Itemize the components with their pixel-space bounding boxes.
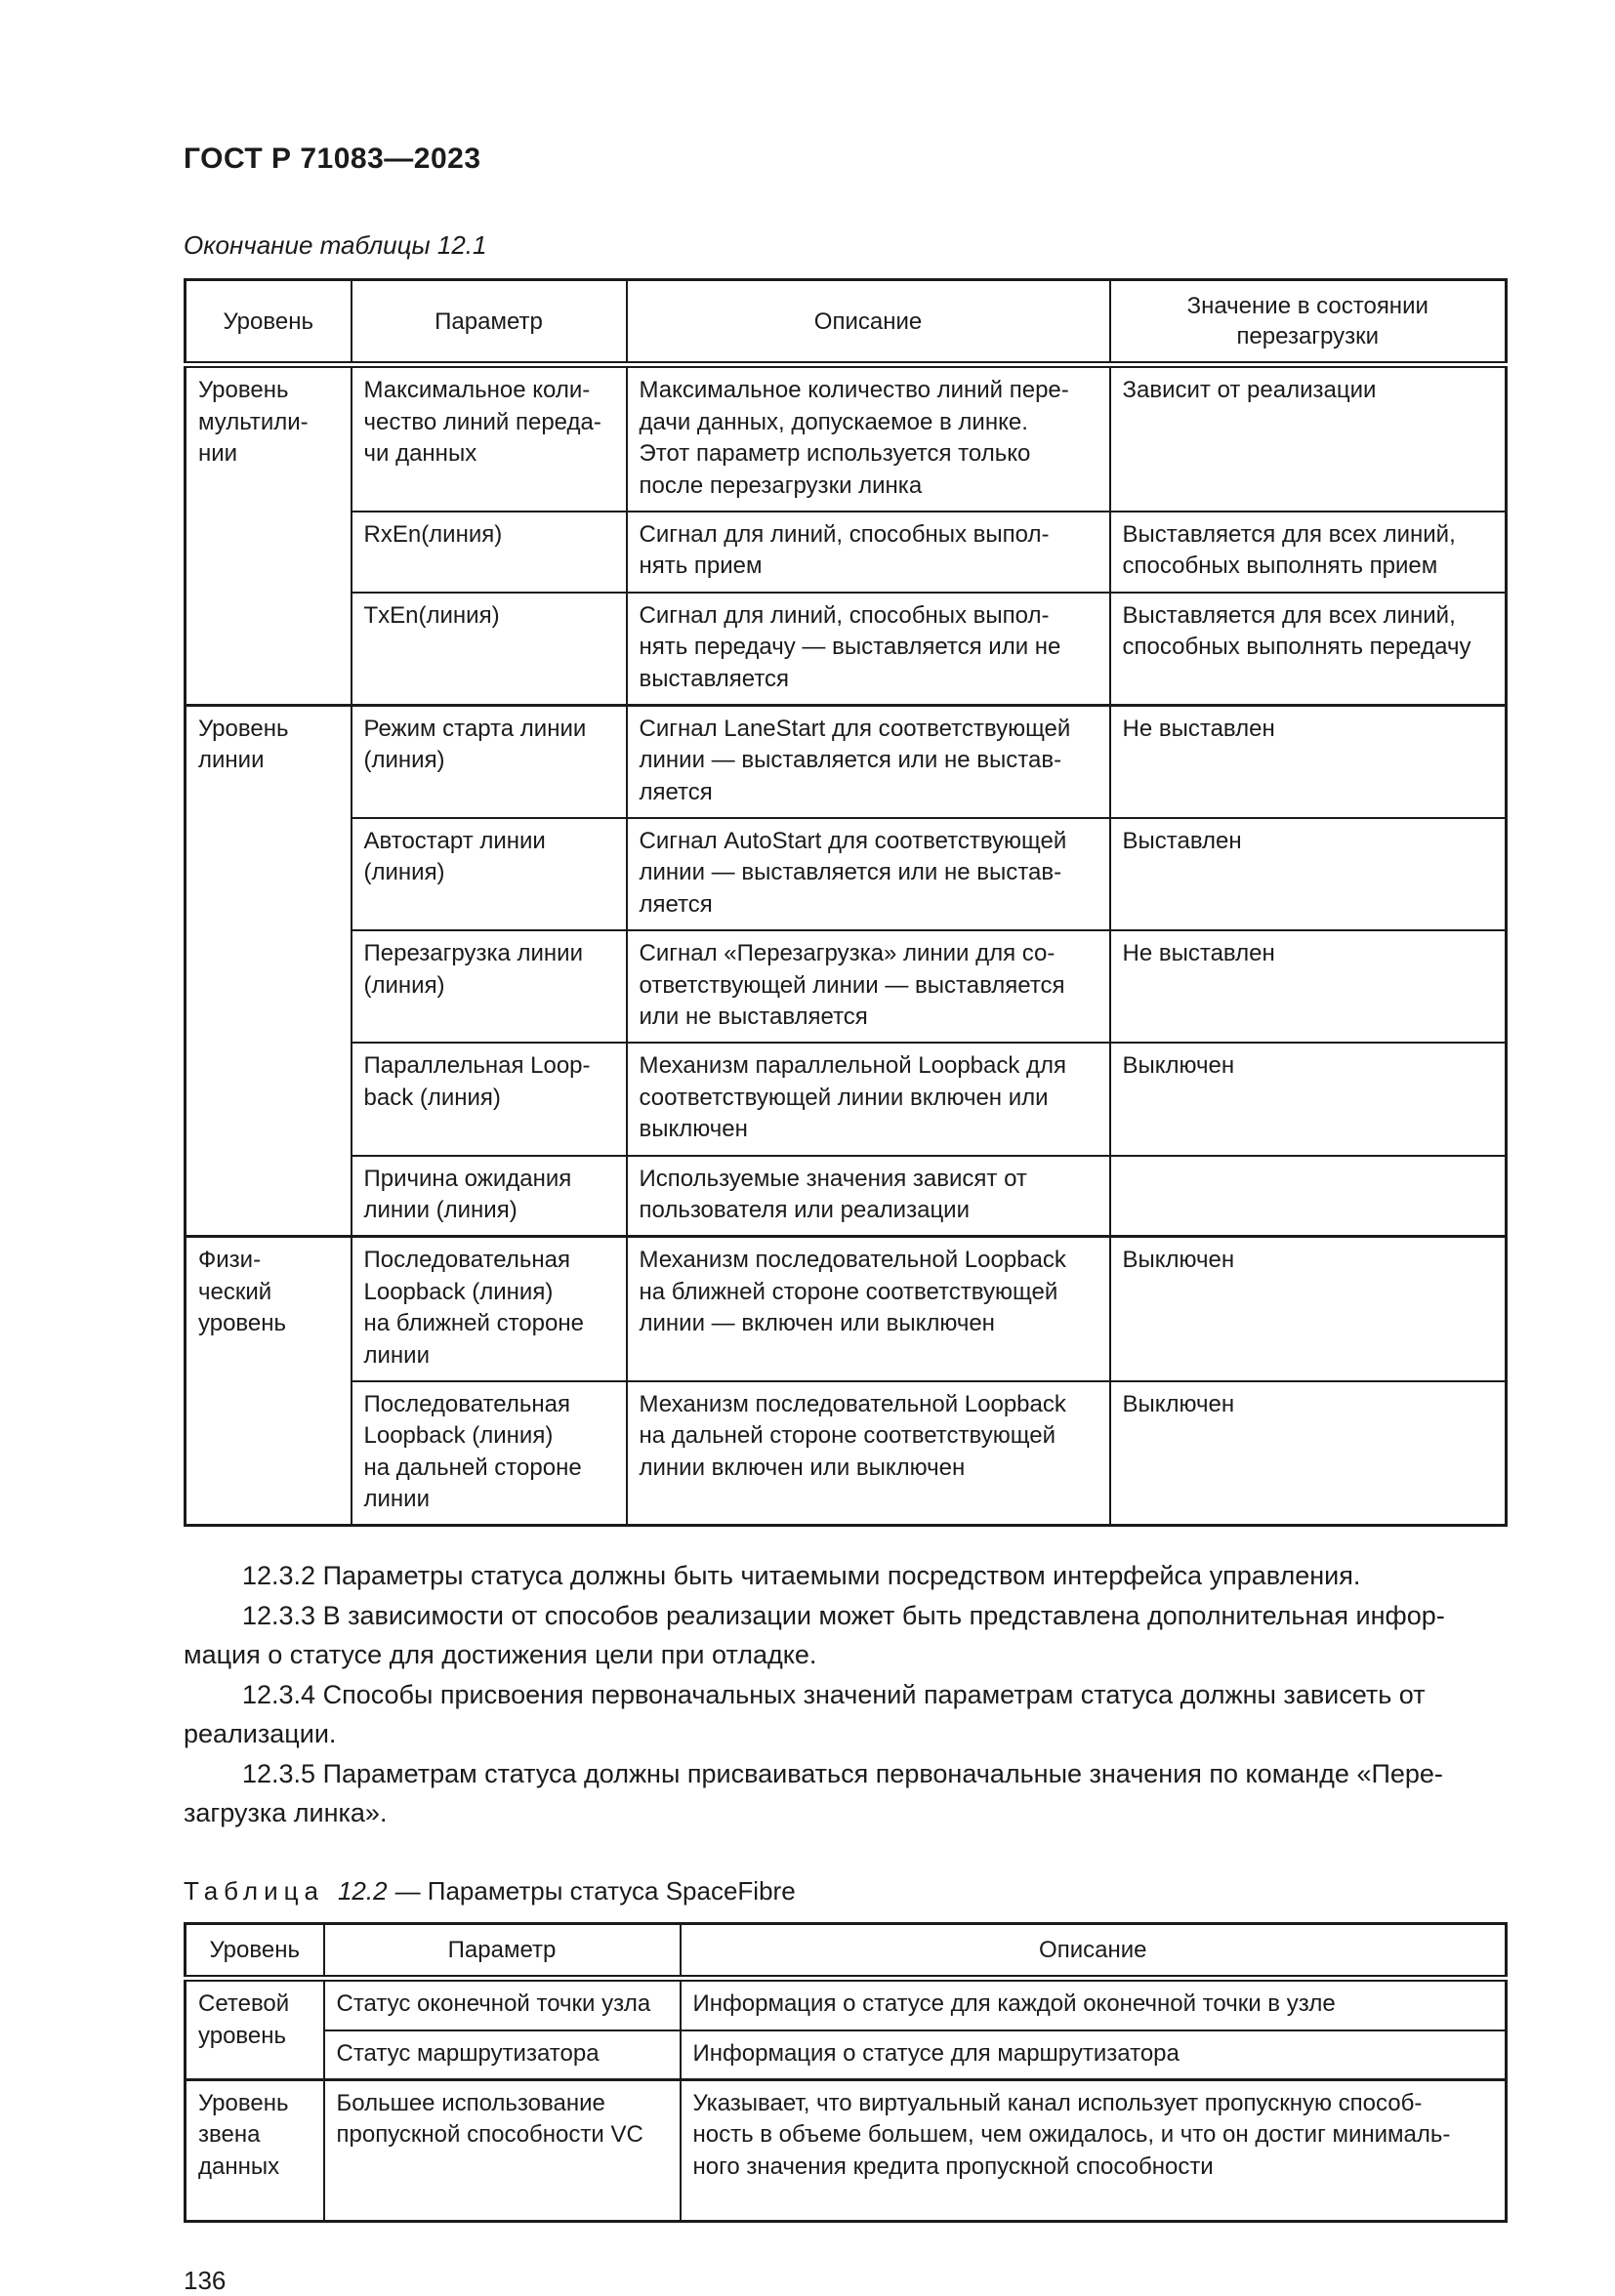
value-cell: Выключен bbox=[1110, 1237, 1507, 1381]
param-cell: Режим старта линии (линия) bbox=[352, 705, 627, 818]
level-cell: Уровень мультили- нии bbox=[186, 365, 352, 706]
desc-cell: Информация о статусе для маршрутизатора bbox=[681, 2030, 1507, 2080]
table1-header-level: Уровень bbox=[186, 280, 352, 365]
desc-cell: Сигнал для линий, способных выпол- нять передачу — выставляется или не выставляется bbox=[627, 593, 1110, 706]
table2-header-row bbox=[186, 1923, 1507, 1978]
desc-cell: Максимальное количество линий пере- дачи данных, допускаемое в линке. Этот параметр используется только после перезагрузки линка bbox=[627, 365, 1110, 512]
desc-cell: Механизм последовательной Loopback на ближней стороне соответствующей линии — включен или выключен bbox=[627, 1237, 1110, 1381]
param-cell: TxEn(линия) bbox=[352, 593, 627, 706]
value-cell: Зависит от реализации bbox=[1110, 365, 1507, 512]
table1-header-value: Значение в состоянии перезагрузки bbox=[1110, 280, 1507, 365]
table1-header-row bbox=[186, 280, 1507, 365]
table1-header-desc: Описание bbox=[627, 280, 1110, 365]
param-cell: Перезагрузка линии (линия) bbox=[352, 930, 627, 1043]
param-cell: RxEn(линия) bbox=[352, 512, 627, 593]
param-cell: Автостарт линии (линия) bbox=[352, 818, 627, 930]
table-row bbox=[186, 1043, 1507, 1155]
table-row bbox=[186, 1237, 1507, 1381]
value-cell bbox=[1110, 1156, 1507, 1237]
param-cell: Последовательная Loopback (линия) на дальней стороне линии bbox=[352, 1381, 627, 1526]
table-row bbox=[186, 512, 1507, 593]
table-row bbox=[186, 1979, 1507, 2030]
param-cell: Статус оконечной точки узла bbox=[324, 1979, 681, 2030]
value-cell: Выставлен bbox=[1110, 818, 1507, 930]
body-paragraphs bbox=[184, 1556, 1505, 1833]
table-row bbox=[186, 818, 1507, 930]
paragraph-12-3-3: 12.3.3 В зависимости от способов реализации может быть представлена дополнительная инфор- мация о статусе для достижения цели при отладке. bbox=[184, 1600, 1445, 1670]
value-cell: Не выставлен bbox=[1110, 930, 1507, 1043]
value-cell: Выставляется для всех линий, способных выполнять прием bbox=[1110, 512, 1507, 593]
table-row bbox=[186, 1381, 1507, 1526]
table-row bbox=[186, 593, 1507, 706]
table2-header-level: Уровень bbox=[186, 1923, 324, 1978]
table-row bbox=[186, 2030, 1507, 2080]
table2-header-desc: Описание bbox=[681, 1923, 1507, 1978]
value-cell: Выключен bbox=[1110, 1381, 1507, 1526]
paragraph-12-3-4: 12.3.4 Способы присвоения первоначальных значений параметрам статуса должны зависеть от реализации. bbox=[184, 1679, 1426, 1749]
desc-cell: Используемые значения зависят от пользователя или реализации bbox=[627, 1156, 1110, 1237]
desc-cell: Указывает, что виртуальный канал использует пропускную способ- ность в объеме большем, чем ожидалось, и что он достиг минималь- ного значения кредита пропускной способности bbox=[681, 2079, 1507, 2221]
value-cell: Выключен bbox=[1110, 1043, 1507, 1155]
level-cell: Уровень линии bbox=[186, 705, 352, 1236]
level-cell: Физи- ческий уровень bbox=[186, 1237, 352, 1526]
desc-cell: Сигнал LaneStart для соответствующей линии — выставляется или не выстав- ляется bbox=[627, 705, 1110, 818]
value-cell: Не выставлен bbox=[1110, 705, 1507, 818]
table2-caption-title: — Параметры статуса SpaceFibre bbox=[394, 1875, 796, 1906]
table-12-1 bbox=[184, 278, 1508, 1527]
table-row bbox=[186, 365, 1507, 512]
desc-cell: Механизм последовательной Loopback на дальней стороне соответствующей линии включен или выключен bbox=[627, 1381, 1110, 1526]
table-row bbox=[186, 705, 1507, 818]
table2-caption bbox=[184, 1876, 1505, 1906]
paragraph-12-3-5: 12.3.5 Параметрам статуса должны присваиваться первоначальные значения по команде «Пере- загрузка линка». bbox=[184, 1758, 1443, 1828]
desc-cell: Сигнал для линий, способных выпол- нять прием bbox=[627, 512, 1110, 593]
param-cell: Статус маршрутизатора bbox=[324, 2030, 681, 2080]
paragraph-12-3-2: 12.3.2 Параметры статуса должны быть читаемыми посредством интерфейса управления. bbox=[242, 1561, 1361, 1591]
param-cell: Параллельная Loop- back (линия) bbox=[352, 1043, 627, 1155]
doc-code-header: ГОСТ Р 71083—2023 bbox=[184, 143, 481, 175]
param-cell: Причина ожидания линии (линия) bbox=[352, 1156, 627, 1237]
table2-caption-number: 12.2 bbox=[337, 1875, 388, 1906]
desc-cell: Информация о статусе для каждой оконечной точки в узле bbox=[681, 1979, 1507, 2030]
page-number: 136 bbox=[184, 2265, 227, 2295]
param-cell: Максимальное коли- чество линий переда- чи данных bbox=[352, 365, 627, 512]
table-row bbox=[186, 1156, 1507, 1237]
table2-caption-word: Таблица bbox=[184, 1875, 324, 1906]
table-row bbox=[186, 2079, 1507, 2221]
level-cell: Сетевой уровень bbox=[186, 1979, 324, 2080]
value-cell: Выставляется для всех линий, способных выполнять передачу bbox=[1110, 593, 1507, 706]
table-12-2 bbox=[184, 1922, 1508, 2223]
param-cell: Большее использование пропускной способности VC bbox=[324, 2079, 681, 2221]
table2-header-param: Параметр bbox=[324, 1923, 681, 1978]
level-cell: Уровень звена данных bbox=[186, 2079, 324, 2221]
table-row bbox=[186, 930, 1507, 1043]
desc-cell: Сигнал AutoStart для соответствующей линии — выставляется или не выстав- ляется bbox=[627, 818, 1110, 930]
table1-header-param: Параметр bbox=[352, 280, 627, 365]
param-cell: Последовательная Loopback (линия) на ближней стороне линии bbox=[352, 1237, 627, 1381]
desc-cell: Механизм параллельной Loopback для соответствующей линии включен или выключен bbox=[627, 1043, 1110, 1155]
table1-continuation-caption: Окончание таблицы 12.1 bbox=[184, 230, 487, 260]
desc-cell: Сигнал «Перезагрузка» линии для со- ответствующей линии — выставляется или не выставляется bbox=[627, 930, 1110, 1043]
